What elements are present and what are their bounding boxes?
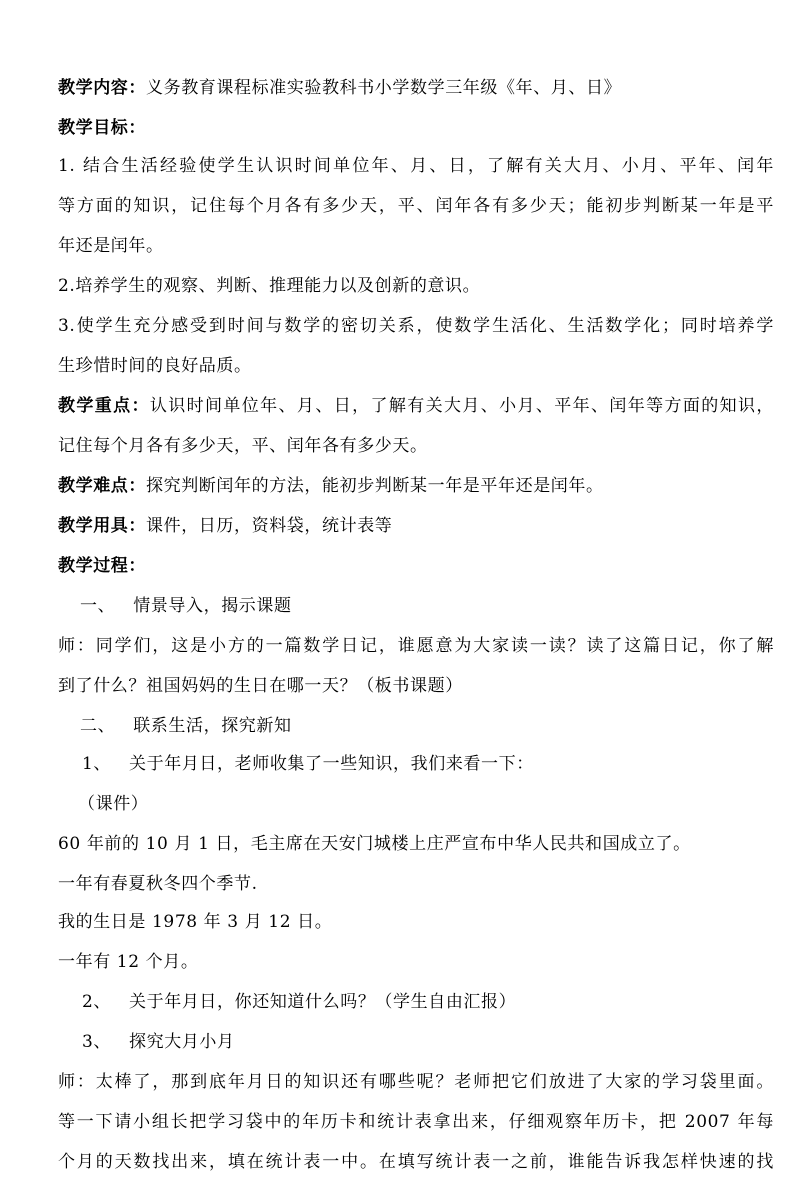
- content-label: 教学内容：: [58, 78, 146, 98]
- tools-line: [58, 514, 778, 538]
- process-heading: [58, 554, 778, 578]
- courseware-note: （课件）: [78, 794, 149, 814]
- content-line: [58, 76, 778, 100]
- teacher-para-2-line-1: 师：太棒了，那到底年月日的知识还有哪些呢？老师把它们放进了大家的学习袋里面。: [58, 1072, 774, 1092]
- goal-1-line-1: 1. 结合生活经验使学生认识时间单位年、月、日，了解有关大月、小月、平年、闰年: [58, 156, 774, 176]
- section-2-item-2: 2、 关于年月日，你还知道什么吗？（学生自由汇报）: [82, 992, 517, 1012]
- difficulty-line: [58, 474, 778, 498]
- goal-3-line-2: 生珍惜时间的良好品质。: [58, 356, 252, 376]
- fact-4: 一年有 12 个月。: [58, 952, 199, 972]
- tools-label: 教学用具：: [58, 516, 146, 536]
- teacher-para-1-line-2: 到了什么？祖国妈妈的生日在哪一天？（板书课题）: [58, 676, 463, 696]
- goal-1-line-3: 年还是闰年。: [58, 236, 164, 256]
- content-text: 义务教育课程标准实验教科书小学数学三年级《年、月、日》: [146, 78, 622, 98]
- difficulty-text: 探究判断闰年的方法，能初步判断某一年是平年还是闰年。: [146, 476, 604, 496]
- section-1-heading: 一、 情景导入，揭示课题: [80, 596, 292, 616]
- section-2-item-1: 1、 关于年月日，老师收集了一些知识，我们来看一下：: [82, 754, 534, 774]
- process-label: 教学过程：: [58, 556, 146, 576]
- tools-text: 课件，日历，资料袋，统计表等: [146, 516, 393, 536]
- difficulty-label: 教学难点：: [58, 476, 146, 496]
- teacher-para-1-line-1: 师：同学们，这是小方的一篇数学日记，谁愿意为大家读一读？读了这篇日记，你了解: [58, 636, 774, 656]
- section-2-item-3: 3、 探究大月小月: [82, 1032, 235, 1052]
- fact-1: 60 年前的 10 月 1 日，毛主席在天安门城楼上庄严宣布中华人民共和国成立了。: [58, 834, 691, 854]
- teacher-para-2-line-3: 个月的天数找出来，填在统计表一中。在填写统计表一之前，谁能告诉我怎样快速的找: [58, 1152, 774, 1172]
- goal-3-line-1: 3.使学生充分感受到时间与数学的密切关系，使数学生活化、生活数学化；同时培养学: [58, 316, 774, 336]
- goals-label: 教学目标：: [58, 118, 146, 138]
- key-points-label: 教学重点：: [58, 396, 150, 416]
- fact-3: 我的生日是 1978 年 3 月 12 日。: [58, 912, 333, 932]
- key-points-line-2: 记住每个月各有多少天，平、闰年各有多少天。: [58, 436, 428, 456]
- section-2-heading: 二、 联系生活，探究新知: [80, 716, 292, 736]
- goals-heading: [58, 116, 778, 140]
- key-points-line-1: [58, 394, 774, 418]
- fact-2: 一年有春夏秋冬四个季节.: [58, 874, 258, 894]
- goal-2: 2.培养学生的观察、判断、推理能力以及创新的意识。: [58, 276, 481, 296]
- key-points-text: 认识时间单位年、月、日，了解有关大月、小月、平年、闰年等方面的知识，: [149, 396, 775, 416]
- teacher-para-2-line-2: 等一下请小组长把学习袋中的年历卡和统计表拿出来，仔细观察年历卡，把 2007 年每: [58, 1112, 774, 1132]
- goal-1-line-2: 等方面的知识，记住每个月各有多少天，平、闰年各有多少天；能初步判断某一年是平: [58, 196, 774, 216]
